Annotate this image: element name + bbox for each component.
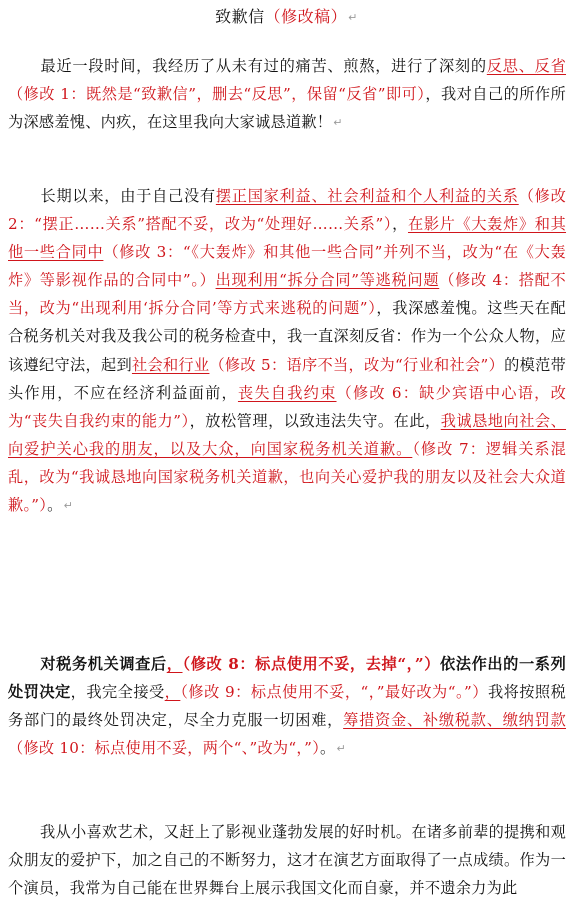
paragraph-mark-icon: ↵: [336, 742, 346, 756]
correction-note: （修改 8：标点使用不妥，去掉“，”）: [182, 655, 440, 673]
marked-phrase: 摆正国家利益、社会利益和个人利益的关系: [215, 187, 519, 205]
correction-note: （修改 6：缺少宾语中心语，改为“丧失自我约束的能力”）: [8, 383, 567, 430]
paragraph-mark-icon: ↵: [63, 499, 74, 513]
text-segment: 。: [320, 739, 336, 758]
text-segment: ，: [392, 215, 408, 234]
marked-phrase: 筹措资金、补缴税款、缴纳罚款: [343, 711, 567, 730]
text-segment: 最近一段时间，我经历了从未有过的痛苦、煎熬，进行了深刻的: [40, 57, 487, 75]
text-segment: 的模范带头作用，不应在经济利益面前，: [8, 355, 567, 402]
marked-punctuation: ，: [164, 683, 181, 702]
title-main: 致歉信: [215, 7, 265, 26]
correction-note: （修改 2：“摆正……关系”搭配不妥，改为“处理好……关系”）: [8, 187, 567, 234]
marked-phrase: 丧失自我约束: [237, 383, 337, 402]
correction-note: （修改 3：“《大轰炸》和其他一些合同”并列不当，改为“在《大轰炸》等影视作品的合同中”。）: [8, 243, 567, 290]
marked-phrase: 社会和行业: [131, 355, 210, 374]
text-segment: ，我深感羞愧。这些天在配合税务机关对我及我公司的税务检查中，我一直深刻反省：作为一个公众人物，应该遵纪守法，起到: [8, 299, 566, 374]
text-segment: 长期以来，由于自己没有: [40, 187, 216, 205]
title-revision-note: （修改稿）: [264, 7, 348, 26]
paragraph-4: [8, 818, 566, 902]
text-segment: ，放松管理，以致违法失守。在此，: [189, 411, 441, 430]
paragraph-1: [8, 52, 566, 137]
paragraph-mark-icon: ↵: [348, 11, 358, 24]
paragraph-2: [8, 182, 566, 520]
document-title: [0, 7, 573, 28]
paragraph-3: [8, 650, 566, 763]
marked-phrase: 我诚恳地向社会、向爱护关心我的朋友，以及大众，向国家税务机关道歉。: [8, 411, 567, 458]
correction-note: （修改 10：标点使用不妥，两个“、”改为“，”）: [8, 739, 321, 758]
paragraph-mark-icon: ↵: [333, 116, 343, 130]
text-segment: ，我对自己的所作所为深感羞愧、内疚，在这里我向大家诚恳道歉！: [8, 85, 566, 132]
correction-note: （修改 7：逻辑关系混乱，改为“我诚恳地向国家税务机关道歉，也向关心爱护我的朋友以及社会大众道歉。”）: [8, 439, 567, 515]
text-segment-bold: 对税务机关调查后: [40, 655, 167, 673]
text-segment: 我从小喜欢艺术，又赶上了影视业蓬勃发展的好时机。在诸多前辈的提携和观众朋友的爱护下，加之自己的不断努力，这才在演艺方面取得了一点成绩。作为一个演员，我常为自己能在世界舞台上展示我国文化而自豪，并不遗余力为此: [8, 823, 566, 898]
text-segment-bold: 依法作出的一系列处罚决定: [8, 655, 567, 702]
correction-note: （修改 5：语序不当，改为“行业和社会”）: [209, 355, 505, 374]
correction-note: （修改 9：标点使用不妥，“，”最好改为“。”）: [180, 683, 488, 702]
marked-punctuation: ，: [166, 655, 183, 673]
correction-note: （修改 4：搭配不当，改为“出现利用‘拆分合同’等方式来逃税的问题”）: [8, 271, 566, 318]
text-segment: ，我完全接受: [70, 683, 165, 702]
marked-phrase: 在影片《大轰炸》和其他一些合同中: [8, 215, 567, 262]
correction-note: （修改 1：既然是“致歉信”，删去“反思”，保留“反省”即可）: [8, 85, 426, 104]
text-segment: 。: [47, 496, 63, 515]
marked-phrase: 反思、反省: [486, 57, 567, 75]
text-segment: 我将按照税务部门的最终处罚决定，尽全力克服一切困难，: [8, 683, 567, 730]
marked-phrase: 出现利用“拆分合同”等逃税问题: [215, 271, 440, 290]
